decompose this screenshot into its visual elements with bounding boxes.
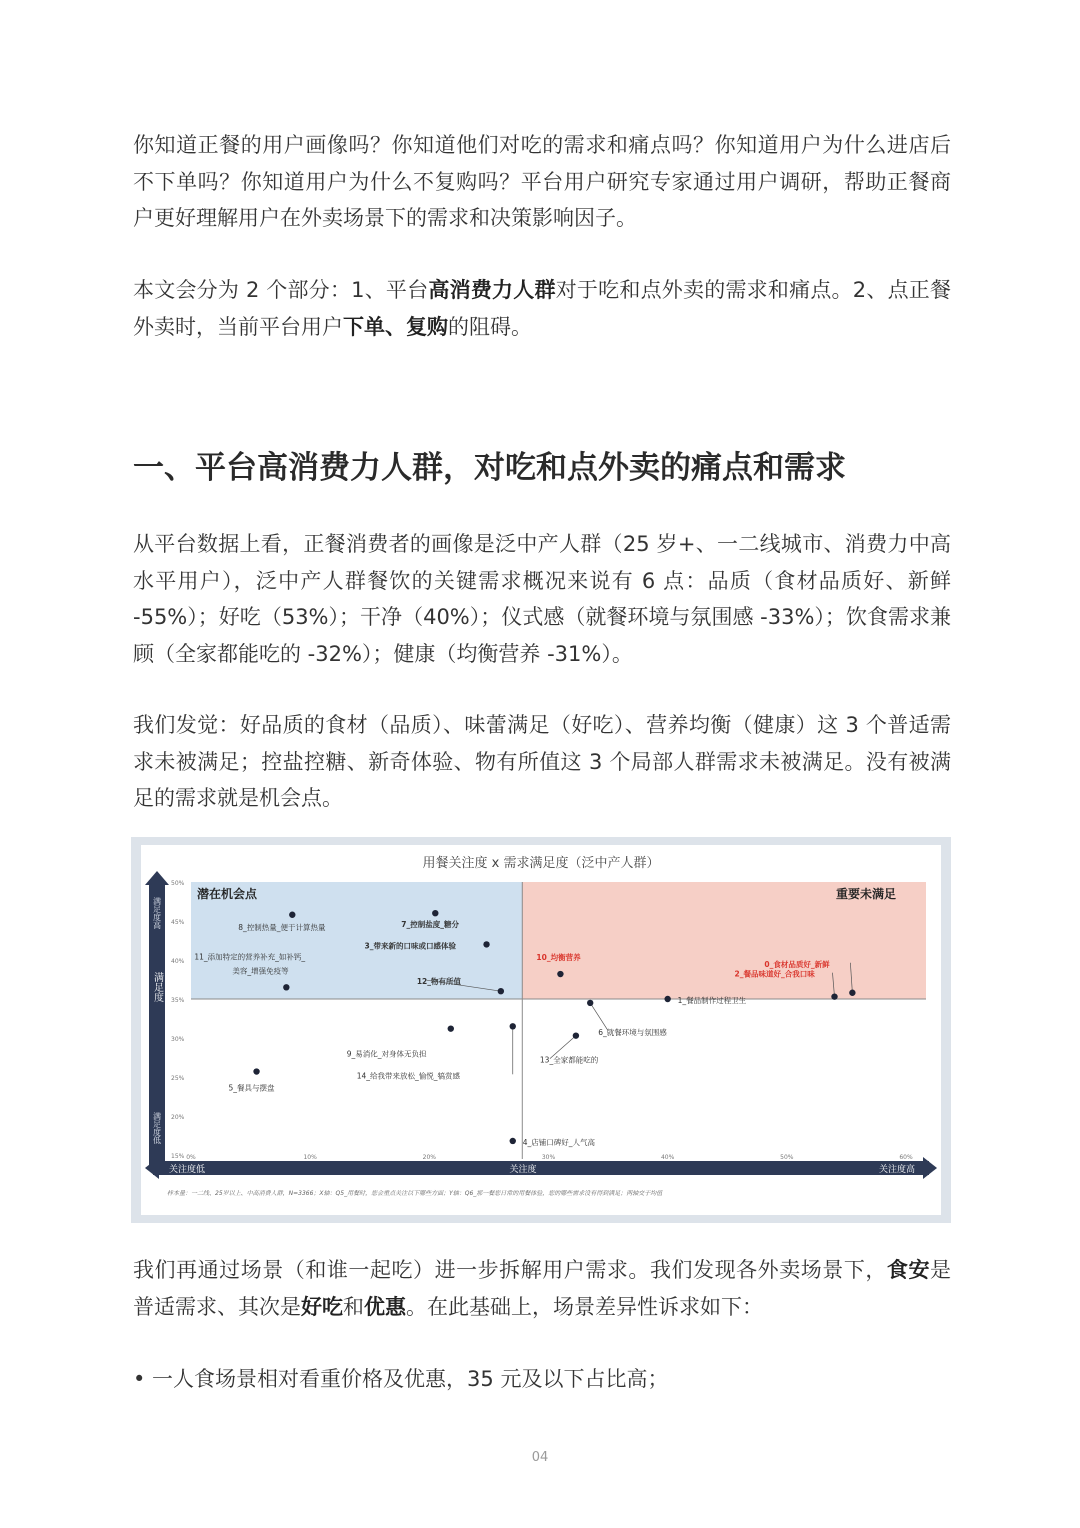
data-label: 12_物有所值 — [416, 977, 462, 987]
s1-p3-seg-2: 是普适需求、其次是 — [133, 1258, 952, 1319]
s1-p3-seg-6: 。在此基础上，场景差异性诉求如下： — [406, 1294, 763, 1319]
intro-p2-seg-3: 下单、复购 — [343, 314, 448, 339]
y-tick-label: 40% — [171, 958, 185, 965]
x-tick-label: 10% — [303, 1154, 317, 1161]
data-label: 9_易消化_对身体无负担 — [346, 1049, 427, 1059]
y-axis-label: 满足度 — [151, 972, 163, 1002]
intro-p2-seg-0: 本文会分为 2 个部分：1、平台 — [133, 278, 429, 302]
data-point — [483, 941, 489, 947]
s1-p3-seg-4: 和 — [343, 1294, 364, 1319]
y-tick-label: 35% — [171, 997, 185, 1004]
x-tick-label: 20% — [422, 1154, 437, 1161]
x-axis-low-label: 关注度低 — [169, 1165, 206, 1175]
data-point — [510, 1023, 516, 1029]
y-tick-label: 25% — [171, 1075, 185, 1082]
data-point — [432, 910, 438, 916]
data-point — [283, 984, 289, 990]
y-tick-label: 50% — [171, 880, 185, 887]
section-paragraph-1: 从平台数据上看，正餐消费者的画像是泛中产人群（25 岁+、一二线城市、消费力中高水平用户），泛中产人群餐饮的关键需求概况来说有 6 点：品质（食材品质好、新鲜 -55%）；好吃（53%）；干净（40%）；仪式感（就餐环境与氛围感 -33%）；饮食需求兼顾（全家都能吃的 -32%）；健康（均衡营养 -31%）。 — [133, 532, 951, 666]
section-paragraph-2: 我们发觉：好品质的食材（品质）、味蕾满足（好吃）、营养均衡（健康）这 3 个普适需求未被满足；控盐控糖、新奇体验、物有所值这 3 个局部人群需求未被满足。没有被满足的需求就是机会点。 — [133, 713, 951, 810]
s1-p3-seg-0: 我们再通过场景（和谁一起吃）进一步拆解用户需求。我们发现各外卖场景下， — [133, 1258, 887, 1282]
intro-p2-seg-4: 的阻碍。 — [448, 314, 532, 339]
intro-paragraph-2 — [133, 272, 951, 345]
y-axis-high-label: 满足度高 — [152, 897, 162, 929]
x-tick-label: 50% — [780, 1154, 794, 1161]
data-label: 1_餐品制作过程卫生 — [677, 996, 747, 1005]
x-axis-bar — [153, 1161, 929, 1175]
intro-p2-seg-1: 高消费力人群 — [428, 278, 556, 302]
data-point — [587, 1000, 593, 1006]
data-point — [831, 993, 837, 999]
data-label: 13_全家都能吃的 — [539, 1055, 599, 1065]
data-point — [498, 988, 504, 994]
data-label: 2_餐品味道好_合我口味 — [734, 969, 815, 979]
section-paragraph-3 — [133, 1252, 951, 1325]
data-label: 3_带来新的口味或口感体验 — [364, 941, 457, 951]
data-label: 5_餐具与摆盘 — [228, 1083, 275, 1093]
chart-footnote: 样本量：一二线、25岁以上、中高消费人群，N=3366；X轴：Q5_用餐时，您会重点关注以下哪些方面；Y轴：Q6_那一餐您日常的用餐体验，您的哪些需求没有得到满足；两轴交于均值 — [167, 1190, 663, 1197]
quadrant-label-opportunity: 潜在机会点 — [197, 887, 258, 901]
data-label: 14_给我带来放松_愉悦_犒赏感 — [356, 1071, 461, 1081]
x-tick-label: 30% — [541, 1154, 556, 1161]
data-label: 4_店铺口碑好_人气高 — [522, 1137, 596, 1147]
s1-p3-seg-3: 好吃 — [301, 1294, 343, 1319]
data-point — [510, 1138, 516, 1144]
data-point — [253, 1068, 259, 1074]
section-heading: 一、平台高消费力人群，对吃和点外卖的痛点和需求 — [133, 450, 846, 486]
y-tick-label: 20% — [171, 1114, 185, 1121]
chart-figure — [131, 837, 951, 1223]
y-tick-label: 45% — [171, 919, 185, 926]
s1-p3-seg-5: 优惠 — [364, 1294, 406, 1319]
data-label: 8_控制热量_便于计算热量 — [238, 922, 326, 932]
y-tick-label: 15% — [171, 1153, 185, 1160]
x-axis-label: 关注度 — [509, 1165, 537, 1175]
data-label: 10_均衡营养 — [536, 953, 581, 963]
intro-p2-seg-2: 对于吃和点外卖的需求和痛点。2、点正餐外卖时，当前平台用户 — [133, 278, 952, 339]
y-tick-label: 30% — [171, 1036, 185, 1043]
data-point — [448, 1025, 454, 1031]
quadrant-label-unmet: 重要未满足 — [835, 887, 896, 901]
chart-title: 用餐关注度 x 需求满足度（泛中产人群） — [422, 856, 660, 871]
data-point — [849, 990, 855, 996]
data-label: 0_食材品质好_新鲜 — [764, 959, 830, 969]
data-point — [573, 1032, 579, 1038]
s1-p3-seg-1: 食安 — [886, 1258, 931, 1282]
data-label: 6_就餐环境与氛围感 — [598, 1027, 667, 1037]
data-point — [289, 912, 295, 918]
data-point — [557, 971, 563, 977]
page-number: 04 — [531, 1450, 549, 1465]
data-label: 7_控制盐度_糖分 — [401, 920, 460, 930]
x-tick-label: 0% — [186, 1154, 196, 1161]
y-axis-low-label: 满足度低 — [152, 1112, 162, 1144]
scatter-chart — [131, 837, 951, 1223]
intro-paragraph-1: 你知道正餐的用户画像吗？你知道他们对吃的需求和痛点吗？你知道用户为什么进店后不下单吗？你知道用户为什么不复购吗？平台用户研究专家通过用户调研，帮助正餐商户更好理解用户在外卖场景下的需求和决策影响因子。 — [133, 133, 951, 230]
x-axis-high-label: 关注度高 — [878, 1165, 915, 1175]
bullet-item: • 一人食场景相对看重价格及优惠，35 元及以下占比高； — [133, 1367, 669, 1391]
data-point — [664, 996, 670, 1002]
data-label: 美容_增强免疫等 — [232, 966, 289, 976]
x-tick-label: 60% — [899, 1154, 913, 1161]
data-label: 11_添加特定的营养补充_如补钙_ — [194, 952, 306, 962]
x-tick-label: 40% — [660, 1154, 675, 1161]
